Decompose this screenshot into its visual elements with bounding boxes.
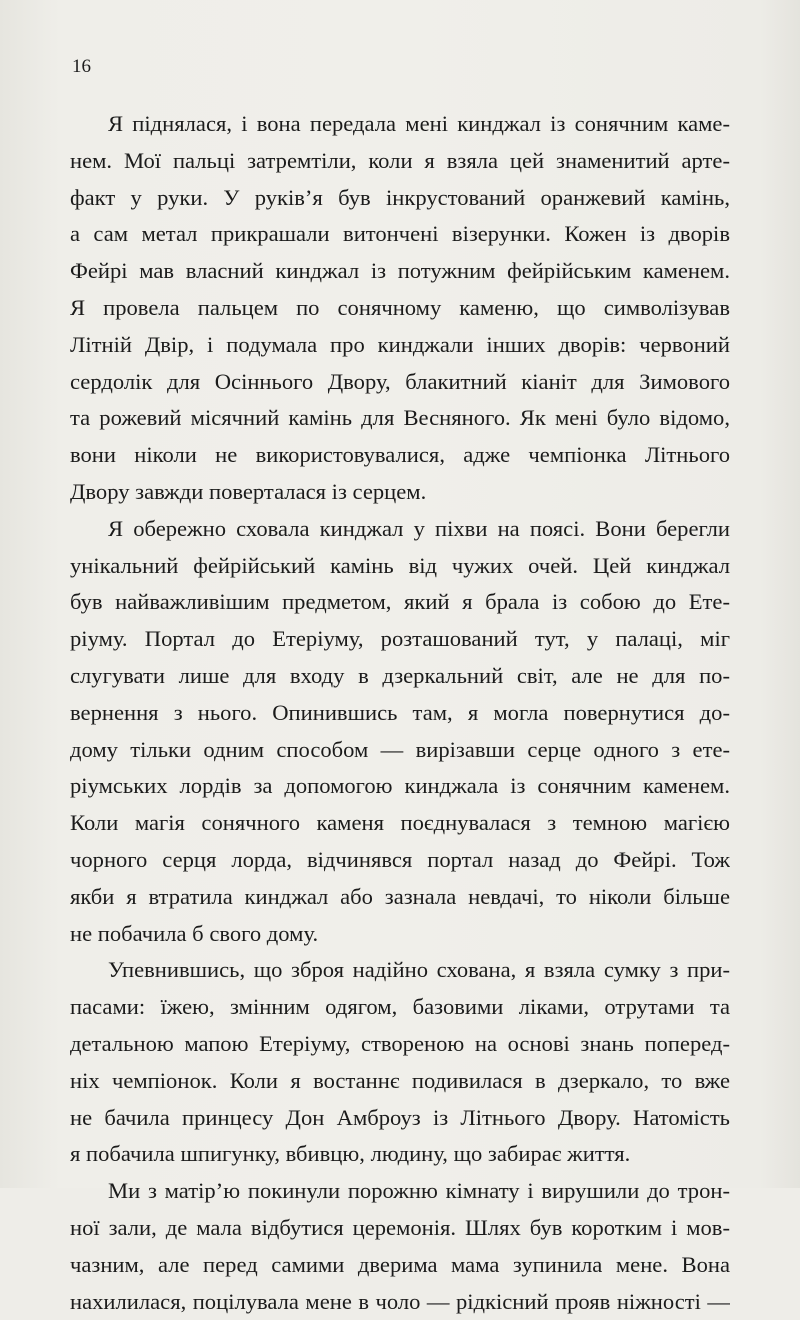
text-line: ріумських лордів за допомогою кинджала із сонячним каменем.: [70, 768, 730, 805]
text-line: чазним, але перед самими дверима мама зупинила мене. Вона: [70, 1247, 730, 1284]
paragraph-1: [70, 106, 730, 511]
text-line: Фейрі мав власний кинджал із потужним фейрійським каменем.: [70, 253, 730, 290]
text-line: унікальний фейрійський камінь від чужих очей. Цей кинджал: [70, 548, 730, 585]
text-line: Коли магія сонячного каменя поєднувалася з темною магією: [70, 805, 730, 842]
text-line: Двору завжди поверталася із серцем.: [70, 474, 730, 511]
paragraph-2: [70, 511, 730, 953]
text-line: Я обережно сховала кинджал у піхви на поясі. Вони берегли: [70, 511, 730, 548]
text-line: чорного серця лорда, відчинявся портал назад до Фейрі. Тож: [70, 842, 730, 879]
text-line: вони ніколи не використовувалися, адже чемпіонка Літнього: [70, 437, 730, 474]
text-line: дому тільки одним способом — вирізавши серце одного з ете-: [70, 732, 730, 769]
text-line: вернення з нього. Опинившись там, я могла повернутися до-: [70, 695, 730, 732]
text-line: Я піднялася, і вона передала мені кинджал із сонячним каме-: [70, 106, 730, 143]
page-text: [70, 106, 730, 1320]
text-line: нем. Мої пальці затремтіли, коли я взяла цей знаменитий арте-: [70, 143, 730, 180]
text-line: факт у руки. У руків’я був інкрустований оранжевий камінь,: [70, 180, 730, 217]
text-line: нахилилася, поцілувала мене в чоло — рідкісний прояв ніжності —: [70, 1284, 730, 1320]
text-line: пасами: їжею, змінним одягом, базовими ліками, отрутами та: [70, 989, 730, 1026]
text-line: якби я втратила кинджал або зазнала невдачі, то ніколи більше: [70, 879, 730, 916]
text-line: Упевнившись, що зброя надійно схована, я взяла сумку з при-: [70, 952, 730, 989]
paragraph-3: [70, 952, 730, 1173]
text-line: сердолік для Осіннього Двору, блакитний кіаніт для Зимового: [70, 364, 730, 401]
text-line: ної зали, де мала відбутися церемонія. Шлях був коротким і мов-: [70, 1210, 730, 1247]
text-line: та рожевий місячний камінь для Весняного. Як мені було відомо,: [70, 400, 730, 437]
text-line: я побачила шпигунку, вбивцю, людину, що забирає життя.: [70, 1136, 730, 1173]
text-line: слугувати лише для входу в дзеркальний світ, але не для по-: [70, 658, 730, 695]
text-line: ріуму. Портал до Етеріуму, розташований тут, у палаці, міг: [70, 621, 730, 658]
text-line: ніх чемпіонок. Коли я востаннє подивилася в дзеркало, то вже: [70, 1063, 730, 1100]
page-number: 16: [72, 56, 91, 78]
text-line: а сам метал прикрашали витончені візерунки. Кожен із дворів: [70, 216, 730, 253]
text-line: Я провела пальцем по сонячному каменю, що символізував: [70, 290, 730, 327]
text-line: Ми з матір’ю покинули порожню кімнату і вирушили до трон-: [70, 1173, 730, 1210]
text-line: не бачила принцесу Дон Амброуз із Літнього Двору. Натомість: [70, 1100, 730, 1137]
text-line: Літній Двір, і подумала про кинджали інших дворів: червоний: [70, 327, 730, 364]
text-line: детальною мапою Етеріуму, створеною на основі знань поперед-: [70, 1026, 730, 1063]
text-line: не побачила б свого дому.: [70, 916, 730, 953]
text-line: був найважливішим предметом, який я брала із собою до Ете-: [70, 584, 730, 621]
paragraph-4: [70, 1173, 730, 1320]
